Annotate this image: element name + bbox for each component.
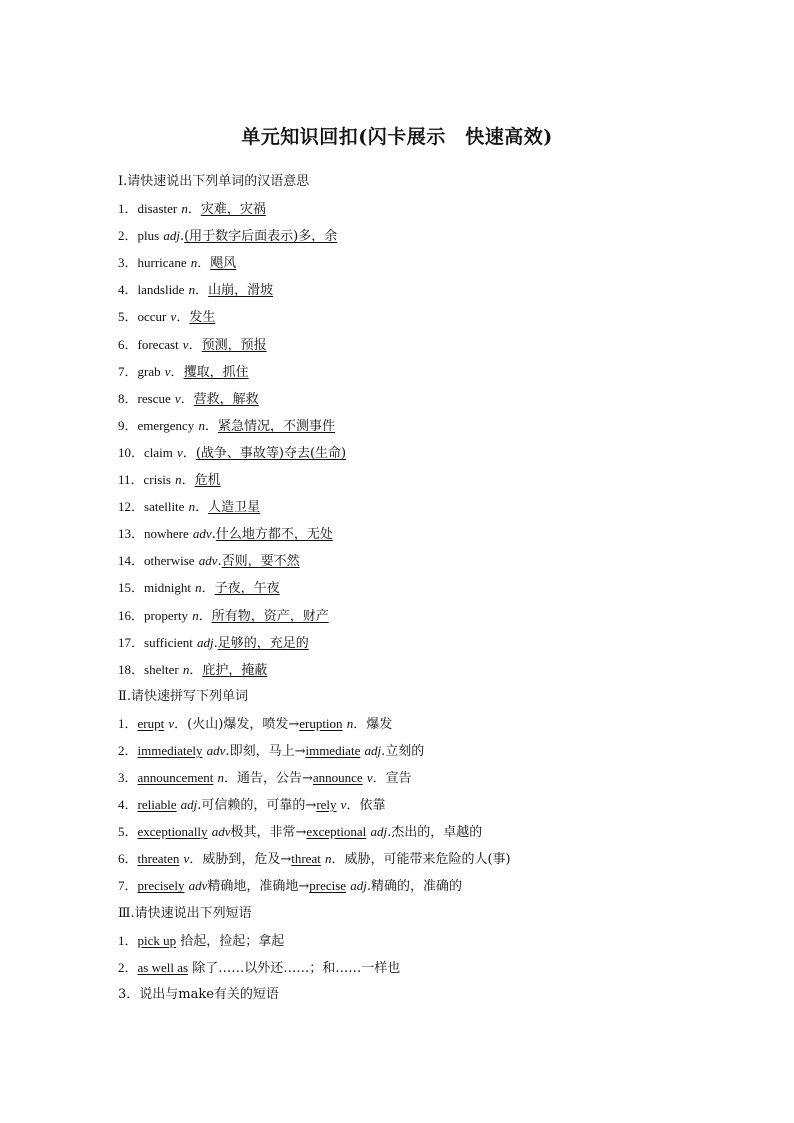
chinese-meaning: 紧急情况，不测事件 — [217, 418, 335, 434]
part-of-speech: n — [188, 282, 196, 298]
separator: ． — [182, 445, 196, 461]
english-word: nowhere — [144, 526, 189, 542]
derived-word: threat — [291, 851, 321, 867]
separator: ． — [189, 662, 203, 678]
list-item — [118, 714, 718, 741]
chinese-meaning: 威胁到，危及→ — [202, 852, 292, 868]
item-number: 18． — [118, 661, 145, 677]
english-word: disaster — [137, 201, 178, 217]
item-number: 14． — [118, 553, 145, 569]
item-number: 10． — [118, 444, 145, 460]
english-word: grab — [137, 363, 161, 379]
list-item — [118, 606, 718, 633]
separator: ． — [181, 473, 195, 489]
english-word: rescue — [137, 390, 171, 406]
part-of-speech: adj — [364, 742, 382, 758]
part-of-speech: adv — [188, 878, 208, 894]
chinese-meaning: 什么地方都不，无处 — [215, 527, 333, 543]
item-number: 12． — [118, 499, 145, 515]
part-of-speech: n — [198, 417, 205, 433]
item-number: 7． — [118, 363, 138, 379]
item-number: 4． — [118, 797, 138, 813]
item-number: 8． — [118, 390, 138, 406]
section-heading-spelling: Ⅱ.请快速拼写下列单词 — [118, 688, 248, 704]
derived-word: rely — [316, 797, 337, 813]
english-word: property — [144, 607, 189, 623]
separator: ． — [187, 202, 201, 218]
list-item — [118, 389, 718, 416]
item-number: 6． — [118, 851, 138, 867]
chinese-meaning: 预测，预报 — [201, 337, 267, 353]
part-of-speech: adv — [192, 526, 212, 542]
item-number: 1． — [118, 201, 138, 217]
spelled-word: erupt — [137, 715, 165, 731]
part-of-speech: v — [170, 309, 177, 325]
part-of-speech: n — [192, 607, 199, 623]
english-word: sufficient — [144, 634, 193, 650]
chinese-meaning: 除了……以外还……；和……一样也 — [192, 960, 401, 976]
part-of-speech: v — [182, 336, 189, 352]
separator: . — [217, 554, 222, 570]
phrase: as well as — [137, 959, 189, 975]
chinese-meaning: 立刻的 — [385, 743, 425, 759]
part-of-speech: v — [174, 390, 181, 406]
item-number: 1． — [118, 715, 138, 731]
list-item — [118, 849, 718, 876]
separator: ． — [198, 608, 212, 624]
english-word: otherwise — [144, 553, 195, 569]
part-of-speech: n — [181, 201, 188, 217]
english-word: landslide — [137, 282, 185, 298]
chinese-meaning: 灾难，灾祸 — [200, 202, 266, 218]
page-title: 单元知识回扣(闪卡展示 快速高效) — [241, 126, 553, 148]
chinese-meaning: 庇护，掩蔽 — [202, 662, 268, 678]
item-number: 3． — [118, 255, 138, 271]
chinese-meaning: 可信赖的，可靠的→ — [201, 798, 317, 814]
part-of-speech: v — [164, 363, 171, 379]
separator: . — [211, 527, 216, 543]
derived-word: eruption — [299, 715, 343, 731]
list-item — [118, 443, 718, 470]
list-item — [118, 199, 718, 226]
separator: ． — [204, 418, 218, 434]
separator: . — [366, 879, 371, 895]
vocabulary-meanings-list — [118, 199, 718, 687]
separator: . — [179, 229, 185, 245]
section-heading-vocabulary-meanings: Ⅰ.请快速说出下列单词的汉语意思 — [118, 174, 310, 189]
chinese-meaning: 通告，公告→ — [236, 771, 313, 787]
english-word: shelter — [144, 661, 179, 677]
list-item — [118, 524, 718, 551]
english-word: midnight — [144, 580, 191, 596]
part-of-speech: adv — [198, 553, 218, 569]
list-item — [118, 578, 718, 605]
list-item — [118, 660, 718, 687]
chinese-meaning: 威胁，可能带来危险的人(事) — [344, 852, 511, 868]
spelled-word: exceptionally — [137, 824, 208, 840]
separator: ． — [195, 283, 209, 299]
chinese-meaning: 所有物，资产，财产 — [211, 608, 329, 624]
part-of-speech: adv — [206, 742, 226, 758]
part-of-speech: v — [168, 715, 175, 731]
part-of-speech: adj — [180, 797, 198, 813]
item-number: 1． — [118, 932, 138, 948]
english-word: claim — [144, 444, 173, 460]
chinese-meaning: (用于数字后面表示)多，余 — [184, 229, 338, 245]
english-word: hurricane — [137, 255, 187, 271]
list-item — [118, 551, 718, 578]
chinese-meaning: 发生 — [189, 310, 216, 326]
list-item — [118, 958, 718, 985]
separator: ． — [195, 500, 209, 516]
spelled-word: announcement — [137, 770, 214, 786]
list-item — [118, 226, 718, 253]
spelled-word: precisely — [137, 878, 185, 894]
chinese-meaning: (战争、事故等)夺去(生命) — [195, 445, 347, 461]
part-of-speech: n — [324, 851, 332, 867]
chinese-meaning: 危机 — [194, 473, 221, 489]
list-item — [118, 768, 718, 795]
item-number: 5． — [118, 309, 138, 325]
list-item — [118, 416, 718, 443]
list-item — [118, 822, 718, 849]
part-of-speech: v — [177, 444, 183, 460]
list-item — [118, 985, 718, 1012]
part-of-speech: v — [366, 770, 373, 786]
spelled-word: immediately — [137, 742, 203, 758]
item-number: 16． — [118, 607, 145, 623]
item-number: 5． — [118, 824, 138, 840]
chinese-meaning: 精确地，准确地→ — [207, 879, 310, 895]
part-of-speech: n — [346, 715, 354, 731]
item-number: 6． — [118, 336, 138, 352]
part-of-speech: n — [195, 580, 202, 596]
english-word: forecast — [137, 336, 179, 352]
part-of-speech: adj — [350, 878, 367, 894]
list-item — [118, 741, 718, 768]
derived-word: immediate — [305, 742, 361, 758]
item-number: 15． — [118, 580, 145, 596]
part-of-speech: adj — [197, 634, 214, 650]
part-of-speech: adv — [211, 824, 231, 840]
part-of-speech: n — [217, 770, 224, 786]
english-word: satellite — [144, 499, 185, 515]
separator: ． — [180, 391, 194, 407]
separator: ． — [372, 771, 386, 787]
english-word: emergency — [137, 417, 195, 433]
item-number: 3． — [118, 770, 138, 786]
list-item — [118, 253, 718, 280]
list-item — [118, 497, 718, 524]
derived-word: precise — [309, 878, 347, 894]
document-content — [118, 172, 718, 1012]
chinese-meaning: 山崩，滑坡 — [208, 283, 274, 299]
chinese-meaning: 足够的，充足的 — [217, 635, 309, 651]
item-number: 2． — [118, 959, 138, 975]
separator: ． — [189, 852, 203, 868]
chinese-meaning: 拾起，捡起；拿起 — [180, 933, 285, 949]
part-of-speech: n — [182, 661, 190, 677]
item-number: 9． — [118, 417, 138, 433]
chinese-meaning: 依靠 — [359, 798, 386, 814]
chinese-meaning: 营救，解救 — [193, 391, 259, 407]
separator: . — [197, 798, 202, 814]
chinese-meaning: 即刻，马上→ — [229, 743, 306, 759]
separator: ． — [197, 256, 211, 272]
list-item — [118, 280, 718, 307]
part-of-speech: n — [188, 499, 196, 515]
english-word: occur — [137, 309, 167, 325]
spelled-word: threaten — [137, 851, 180, 867]
list-item — [118, 795, 718, 822]
list-item — [118, 876, 718, 903]
english-word: plus — [137, 228, 160, 244]
chinese-meaning: 人造卫星 — [208, 500, 261, 516]
list-item — [118, 633, 718, 660]
separator: ． — [346, 798, 360, 814]
list-item — [118, 335, 718, 362]
separator: . — [213, 635, 218, 651]
item-number: 3． — [118, 986, 140, 1002]
item-text: 说出与make有关的短语 — [139, 986, 279, 1002]
chinese-meaning: 杰出的，卓越的 — [391, 825, 483, 841]
separator: . — [381, 743, 386, 759]
list-item — [118, 470, 718, 497]
item-number: 7． — [118, 878, 138, 894]
separator: . — [225, 743, 230, 759]
list-item — [118, 362, 718, 389]
phrase: pick up — [137, 932, 177, 948]
separator: ． — [331, 852, 345, 868]
list-item — [118, 931, 718, 958]
chinese-meaning: (火山)爆发，喷发→ — [187, 716, 300, 732]
separator: ． — [188, 337, 202, 353]
item-number: 11． — [118, 472, 144, 488]
spelled-word: reliable — [137, 797, 177, 813]
item-number: 13． — [118, 526, 145, 542]
chinese-meaning: 攫取，抓住 — [183, 364, 249, 380]
item-number: 2． — [118, 742, 138, 758]
part-of-speech: adj — [370, 824, 388, 840]
part-of-speech: n — [175, 472, 182, 488]
spelling-list — [118, 714, 718, 904]
separator: ． — [201, 581, 215, 597]
item-number: 4． — [118, 282, 138, 298]
chinese-meaning: 精确的，准确的 — [370, 879, 462, 895]
phrases-list — [118, 931, 718, 985]
part-of-speech: v — [340, 797, 347, 813]
separator: ． — [223, 771, 237, 787]
part-of-speech: adj — [163, 228, 180, 244]
derived-word: exceptional — [306, 824, 367, 840]
separator: ． — [353, 716, 367, 732]
part-of-speech: n — [190, 255, 198, 271]
item-number: 2． — [118, 228, 138, 244]
separator: ． — [174, 716, 188, 732]
chinese-meaning: 极其，非常→ — [230, 825, 307, 841]
separator: . — [387, 825, 392, 841]
item-number: 17． — [118, 634, 145, 650]
section-heading-phrases: Ⅲ.请快速说出下列短语 — [118, 905, 252, 921]
english-word: crisis — [143, 472, 171, 488]
separator: ． — [170, 364, 184, 380]
chinese-meaning: 宣告 — [385, 771, 412, 787]
list-item — [118, 307, 718, 334]
chinese-meaning: 子夜，午夜 — [214, 581, 280, 597]
part-of-speech: v — [183, 851, 190, 867]
chinese-meaning: 飓风 — [210, 256, 237, 272]
chinese-meaning: 否则，要不然 — [221, 554, 300, 570]
chinese-meaning: 爆发 — [366, 716, 393, 732]
separator: ． — [176, 310, 190, 326]
derived-word: announce — [312, 770, 363, 786]
